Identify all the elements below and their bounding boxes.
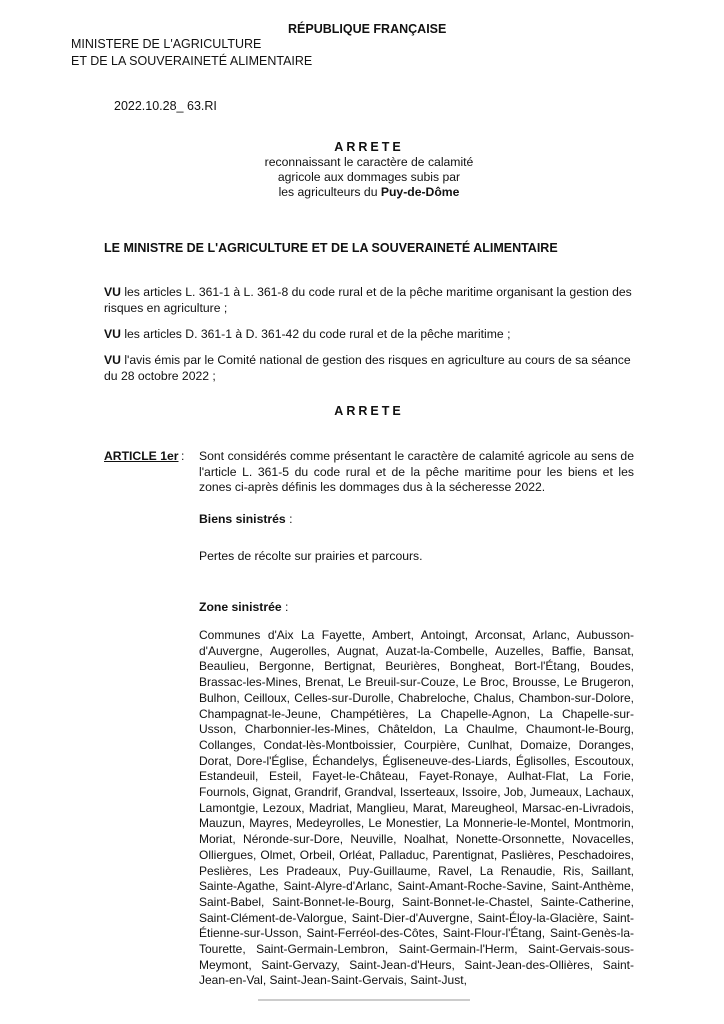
vu-clause-3 <box>104 353 634 384</box>
republic-heading: RÉPUBLIQUE FRANÇAISE <box>288 22 447 36</box>
subtitle-line-2: agricole aux dommages subis par <box>277 170 461 184</box>
article-1-colon: : <box>181 449 185 463</box>
arrete-subtitle <box>0 155 724 200</box>
article-1-label: ARTICLE 1er <box>104 449 179 463</box>
biens-label: Biens sinistrés <box>199 512 286 526</box>
zone-sinistree-heading <box>199 600 288 616</box>
vu-label: VU <box>104 285 121 299</box>
vu-label: VU <box>104 353 121 367</box>
vu-text: l'avis émis par le Comité national de gestion des risques en agriculture au cours de sa séance du 28 octobre 2022 ; <box>104 353 631 383</box>
ministry-line-2: ET DE LA SOUVERAINETÉ ALIMENTAIRE <box>71 54 313 68</box>
ministry-name <box>71 36 312 70</box>
biens-sinistres-text: Pertes de récolte sur prairies et parcours. <box>199 549 423 563</box>
subtitle-line-3-prefix: les agriculteurs du <box>278 185 381 199</box>
vu-clause-2 <box>104 327 634 343</box>
subtitle-line-3 <box>14 185 724 200</box>
biens-sinistres-heading <box>199 512 293 528</box>
zone-label: Zone sinistrée <box>199 600 282 614</box>
vu-text: les articles D. 361-1 à D. 361-42 du code rural et de la pêche maritime ; <box>120 327 511 341</box>
vu-clause-1 <box>104 285 634 316</box>
arrete-title: ARRETE <box>334 140 404 154</box>
subtitle-line-1: reconnaissant le caractère de calamité <box>264 155 474 169</box>
vu-label: VU <box>104 327 121 341</box>
arrete-heading: ARRETE <box>334 404 404 418</box>
minister-heading: LE MINISTRE DE L'AGRICULTURE ET DE LA SOUVERAINETÉ ALIMENTAIRE <box>104 241 558 255</box>
biens-colon: : <box>285 512 293 526</box>
zone-colon: : <box>281 600 289 614</box>
document-reference: 2022.10.28_ 63.RI <box>114 99 217 113</box>
article-1-text: Sont considérés comme présentant le caractère de calamité agricole au sens de l'article L. 361-5 du code rural et de la pêche maritime pour les biens et les zones ci-après définis les dommages dus à la sécheresse 2022. <box>199 449 634 495</box>
ministry-line-1: MINISTERE DE L'AGRICULTURE <box>71 37 262 51</box>
vu-text: les articles L. 361-1 à L. 361-8 du code rural et de la pêche maritime organisant la gestion des risques en agriculture ; <box>104 285 632 315</box>
department-name: Puy-de-Dôme <box>380 185 460 199</box>
communes-list: Communes d'Aix La Fayette, Ambert, Antoingt, Arconsat, Arlanc, Aubusson-d'Auvergne, Augerolles, Augnat, Auzat-la-Combelle, Auzelles, Baffie, Bansat, Beaulieu, Bergonne, Bertignat, Beurières, Bongheat, Bort-l'Étang, Boudes, Brassac-les-Mines, Brenat, Le Breuil-sur-Couze, Le Broc, Brousse, Le Brugeron, Bulhon, Ceilloux, Celles-sur-Durolle, Chabreloche, Chalus, Chambon-sur-Dolore, Champagnat-le-Jeune, Champétières, La Chapelle-Agnon, La Chapelle-sur-Usson, Charbonnier-les-Mines, Châteldon, La Chaulme, Chaumont-le-Bourg, Collanges, Condat-lès-Montboissier, Courpière, Cunlhat, Domaize, Doranges, Dorat, Dore-l'Église, Échandelys, Égliseneuve-des-Liards, Églisolles, Escoutoux, Estandeuil, Esteil, Fayet-le-Château, Fayet-Ronaye, Aulhat-Flat, La Forie, Fournols, Gignat, Grandrif, Grandval, Isserteaux, Issoire, Job, Jumeaux, Lachaux, Lamontgie, Lezoux, Madriat, Manglieu, Marat, Mareugheol, Marsac-en-Livradois, Mauzun, Mayres, Medeyrolles, Le Monestier, La Monnerie-le-Montel, Montmorin, Moriat, Néronde-sur-Dore, Neuville, Noalhat, Nonette-Orsonnette, Novacelles, Olliergues, Olmet, Orbeil, Orléat, Palladuc, Parentignat, Paslières, Peschadoires, Peslières, Les Pradeaux, Puy-Guillaume, Ravel, La Renaudie, Ris, Saillant, Sainte-Agathe, Saint-Alyre-d'Arlanc, Saint-Amant-Roche-Savine, Saint-Anthème, Saint-Babel, Saint-Bonnet-le-Bourg, Saint-Bonnet-le-Chastel, Sainte-Catherine, Saint-Clément-de-Valorgue, Saint-Dier-d'Auvergne, Saint-Éloy-la-Glacière, Saint-Étienne-sur-Usson, Saint-Ferréol-des-Côtes, Saint-Flour-l'Étang, Saint-Genès-la-Tourette, Saint-Germain-Lembron, Saint-Germain-l'Herm, Saint-Gervais-sous-Meymont, Saint-Gervazy, Saint-Jean-d'Heurs, Saint-Jean-des-Ollières, Saint-Jean-en-Val, Saint-Jean-Saint-Gervais, Saint-Just, <box>199 628 634 988</box>
footer-artifact <box>258 999 470 1009</box>
